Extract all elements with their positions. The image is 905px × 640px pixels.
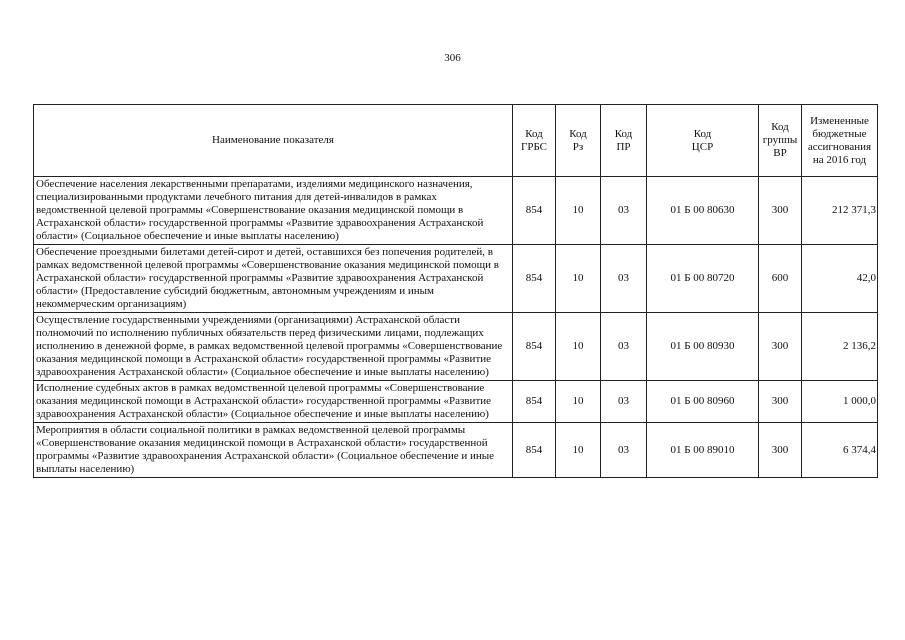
row-pr: 03 (601, 313, 647, 381)
row-amount: 42,0 (802, 245, 878, 313)
row-rz: 10 (556, 423, 601, 478)
table-row (34, 381, 878, 423)
row-vr: 300 (759, 381, 802, 423)
row-grbs: 854 (513, 423, 556, 478)
row-vr: 300 (759, 313, 802, 381)
row-csr: 01 Б 00 80630 (647, 177, 759, 245)
header-name: Наименование показателя (34, 105, 513, 177)
header-rz: Код Рз (556, 105, 601, 177)
table-row (34, 423, 878, 478)
row-pr: 03 (601, 423, 647, 478)
header-amount: Измененные бюджетные ассигнования на 2016 год (802, 105, 878, 177)
row-amount: 212 371,3 (802, 177, 878, 245)
table-row (34, 177, 878, 245)
row-name: Исполнение судебных актов в рамках ведомственной целевой программы «Совершенствование оказания медицинской помощи в Астраханской области» государственной программы «Развитие здравоохранения Астраханской области» (Социальное обеспечение и иные выплаты населению) (34, 381, 513, 423)
header-vr: Код группы ВР (759, 105, 802, 177)
header-row (34, 105, 878, 177)
row-name: Обеспечение населения лекарственными препаратами, изделиями медицинского назначения, специализированными продуктами лечебного питания для детей-инвалидов в рамках ведомственной целевой программы «Совершенствование оказания медицинской помощи в Астраханской области» государственной программы «Развитие здравоохранения Астраханской области» (Социальное обеспечение и иные выплаты населению) (34, 177, 513, 245)
row-csr: 01 Б 00 80930 (647, 313, 759, 381)
page-number: 306 (444, 52, 461, 64)
row-pr: 03 (601, 177, 647, 245)
row-csr: 01 Б 00 89010 (647, 423, 759, 478)
table-body (34, 177, 878, 478)
table-row (34, 245, 878, 313)
row-grbs: 854 (513, 245, 556, 313)
row-amount: 6 374,4 (802, 423, 878, 478)
row-rz: 10 (556, 177, 601, 245)
row-grbs: 854 (513, 177, 556, 245)
row-name: Мероприятия в области социальной политики в рамках ведомственной целевой программы «Совершенствование оказания медицинской помощи в Астраханской области» государственной программы «Развитие здравоохранения Астраханской области» (Социальное обеспечение и иные выплаты населению) (34, 423, 513, 478)
row-vr: 300 (759, 177, 802, 245)
row-rz: 10 (556, 245, 601, 313)
row-amount: 2 136,2 (802, 313, 878, 381)
row-grbs: 854 (513, 313, 556, 381)
row-rz: 10 (556, 381, 601, 423)
table-row (34, 313, 878, 381)
budget-table (33, 104, 878, 478)
row-csr: 01 Б 00 80720 (647, 245, 759, 313)
row-rz: 10 (556, 313, 601, 381)
row-name: Осуществление государственными учреждениями (организациями) Астраханской области полномочий по исполнению публичных обязательств перед физическими лицами, подлежащих исполнению в денежной форме, в рамках ведомственной целевой программы «Совершенствование оказания медицинской помощи в Астраханской области» государственной программы «Развитие здравоохранения Астраханской области» (Социальное обеспечение и иные выплаты населению) (34, 313, 513, 381)
row-vr: 300 (759, 423, 802, 478)
row-pr: 03 (601, 381, 647, 423)
header-grbs: Код ГРБС (513, 105, 556, 177)
header-pr: Код ПР (601, 105, 647, 177)
row-vr: 600 (759, 245, 802, 313)
row-grbs: 854 (513, 381, 556, 423)
row-csr: 01 Б 00 80960 (647, 381, 759, 423)
row-pr: 03 (601, 245, 647, 313)
header-csr: Код ЦСР (647, 105, 759, 177)
table-header (34, 105, 878, 177)
row-amount: 1 000,0 (802, 381, 878, 423)
row-name: Обеспечение проездными билетами детей-сирот и детей, оставшихся без попечения родителей, в рамках ведомственной целевой программы «Совершенствование оказания медицинской помощи в Астраханской области» государственной программы «Развитие здравоохранения Астраханской области» (Предоставление субсидий бюджетным, автономным учреждениям и иным некоммерческим организациям) (34, 245, 513, 313)
